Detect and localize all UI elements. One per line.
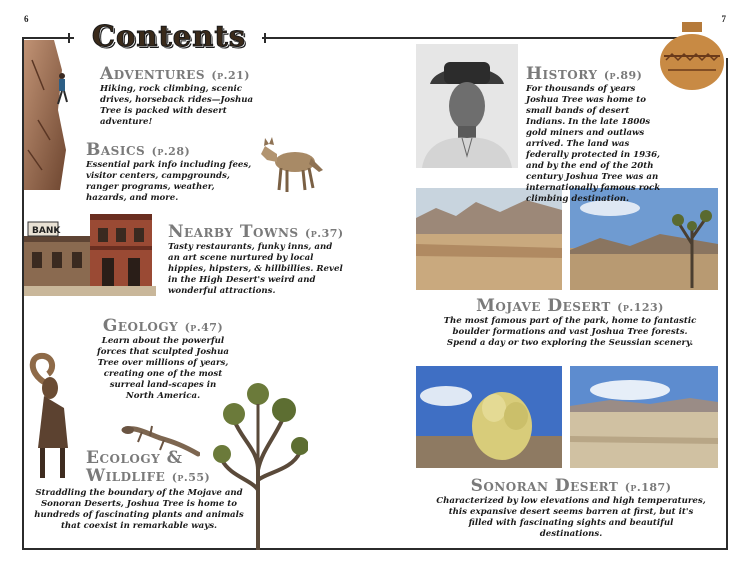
- frame-rule-bottom: [22, 548, 728, 550]
- section-title[interactable]: Nearby Towns (p.37): [168, 222, 344, 242]
- section-description: Learn about the powerful forces that sculpted Joshua Tree over millions of years, creating one of the most surreal land-scapes in North America.: [97, 335, 229, 401]
- historic-portrait-photo: [416, 44, 518, 168]
- coyote-photo: [255, 132, 325, 196]
- section-description: For thousands of years Joshua Tree was home to small bands of desert Indians. In the late 1800s gold miners and outlaws arrived. The land was federally protected in 1936, and by the end of the 20th century Joshua Tree was an internationally famous rock climbing destination.: [526, 83, 661, 204]
- section-title[interactable]: History (p.89): [526, 64, 643, 84]
- page-ref: (p.55): [171, 470, 211, 484]
- section-description: Tasty restaurants, funky inns, and an art scene nurtured by local hippies, hipsters, & hillbillies. Revel in the High Desert's weird and wonderful attractions.: [168, 241, 343, 296]
- section-description: Essential park info including fees, visitor centers, campgrounds, ranger programs, weather, hazards, and more.: [86, 159, 252, 203]
- section-description: Hiking, rock climbing, scenic drives, horseback rides—Joshua Tree is packed with desert adventure!: [100, 83, 254, 127]
- page-ref: (p.89): [603, 69, 643, 82]
- bank-sign-text: BANK: [32, 226, 61, 236]
- section-description: Characterized by low elevations and high temperatures, this expansive desert seems barren at first, but it's filled with fascinating sights and beautiful destinations.: [436, 495, 706, 539]
- section-title[interactable]: Adventures (p.21): [100, 64, 250, 84]
- cholla-cactus-photo: [416, 366, 562, 468]
- section-sonoran-desert[interactable]: [430, 478, 712, 540]
- section-description: The most famous part of the park, home to fantastic boulder formations and vast Joshua Tree forests. Spend a day or two exploring the Seussian scenery.: [443, 315, 697, 348]
- section-description: Straddling the boundary of the Mojave and Sonoran Deserts, Joshua Tree is home to hundreds of fascinating plants and animals that coexist in remarkable ways.: [34, 487, 244, 531]
- rock-climber-photo: [24, 40, 68, 190]
- page-ref: (p.123): [617, 301, 664, 314]
- page-number-left: 6: [24, 14, 29, 24]
- section-history[interactable]: [520, 66, 670, 205]
- page-ref: (p.187): [624, 481, 672, 494]
- section-adventures[interactable]: [90, 66, 270, 128]
- section-ecology-wildlife[interactable]: [32, 450, 246, 532]
- section-nearby-towns[interactable]: [162, 224, 346, 297]
- section-basics[interactable]: [78, 142, 254, 204]
- page-title: Contents: [91, 19, 247, 53]
- section-title[interactable]: Mojave Desert (p.123): [476, 296, 664, 316]
- section-geology[interactable]: [82, 318, 244, 402]
- page-ref: (p.28): [151, 145, 191, 158]
- frame-rule-right: [726, 58, 728, 550]
- section-mojave-desert[interactable]: [430, 298, 710, 349]
- frame-tick: [68, 33, 70, 43]
- sonoran-landscape-photo: [570, 366, 718, 468]
- page-number-right: 7: [721, 14, 726, 24]
- section-title[interactable]: Ecology & Wildlife (p.55): [86, 448, 211, 486]
- section-title[interactable]: Geology (p.47): [102, 316, 224, 336]
- old-town-photo: [24, 212, 156, 296]
- page-ref: (p.37): [305, 227, 344, 240]
- frame-tick: [264, 33, 266, 43]
- page-ref: (p.47): [184, 321, 224, 334]
- section-title[interactable]: Sonoran Desert (p.187): [470, 476, 672, 496]
- frame-rule-top-left: [22, 37, 74, 39]
- frame-rule-top-right: [262, 37, 680, 39]
- section-title[interactable]: Basics (p.28): [86, 140, 191, 160]
- page-ref: (p.21): [211, 69, 250, 82]
